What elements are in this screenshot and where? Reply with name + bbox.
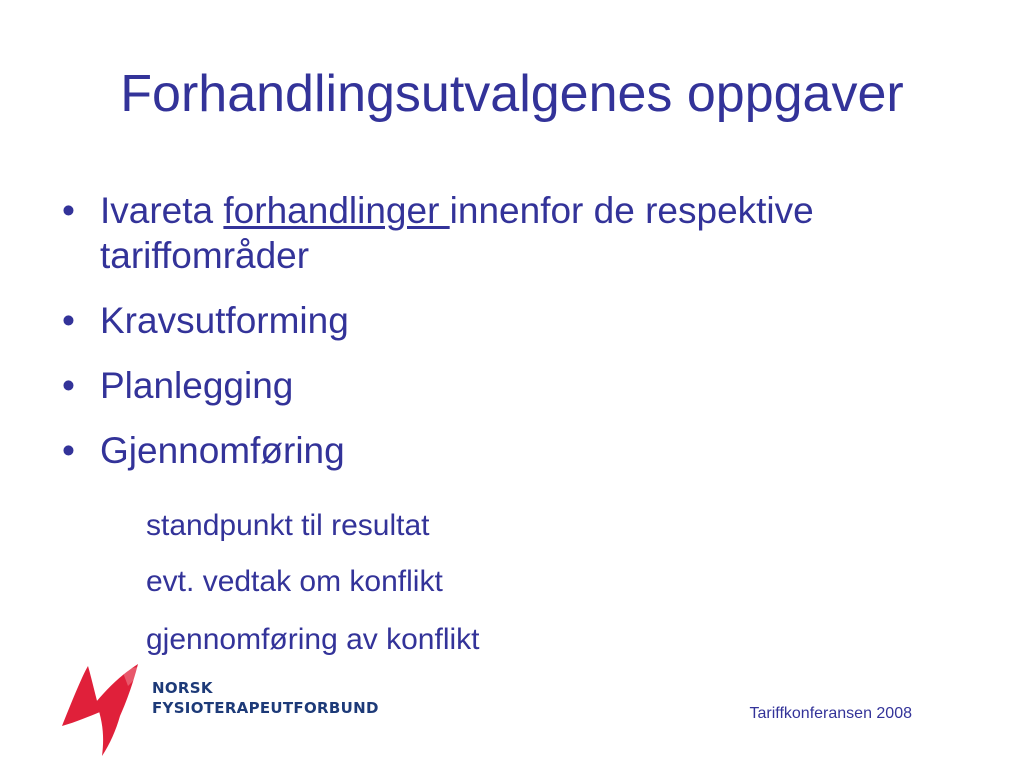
bullet-dot: •: [62, 365, 75, 406]
logo-line-1: NORSK: [152, 679, 213, 697]
bullet-text: Gjennomføring: [100, 430, 345, 471]
logo-text: [152, 678, 379, 718]
bullet-item-kravsutforming: [62, 298, 942, 343]
footer-text: Tariffkonferansen 2008: [749, 705, 912, 722]
bullet-item-gjennomforing: [62, 428, 942, 473]
norsk-fysioterapeutforbund-logo: [60, 664, 379, 756]
bullet-text: Kravsutforming: [100, 300, 349, 341]
forhandlinger-link[interactable]: forhandlinger: [223, 190, 450, 231]
bullet-item-planlegging: [62, 363, 942, 408]
bullet-item-ivareta: [62, 188, 942, 278]
sub-item-standpunkt: standpunkt til resultat: [146, 509, 430, 542]
logo-line-2: FYSIOTERAPEUTFORBUND: [152, 699, 379, 717]
sub-item-gjennomforing: gjennomføring av konflikt: [146, 623, 480, 656]
bullet-text-pre: Ivareta: [100, 190, 224, 231]
bullet-text-post: innenfor de respektive tariffområder: [100, 190, 814, 276]
bullet-list: [62, 188, 942, 493]
logo-mark-icon: [60, 664, 160, 756]
bullet-dot: •: [62, 430, 75, 471]
bullet-dot: •: [62, 190, 75, 231]
bullet-text: Planlegging: [100, 365, 294, 406]
sub-item-vedtak: evt. vedtak om konflikt: [146, 565, 443, 598]
slide-title: Forhandlingsutvalgenes oppgaver: [120, 65, 904, 123]
bullet-dot: •: [62, 300, 75, 341]
